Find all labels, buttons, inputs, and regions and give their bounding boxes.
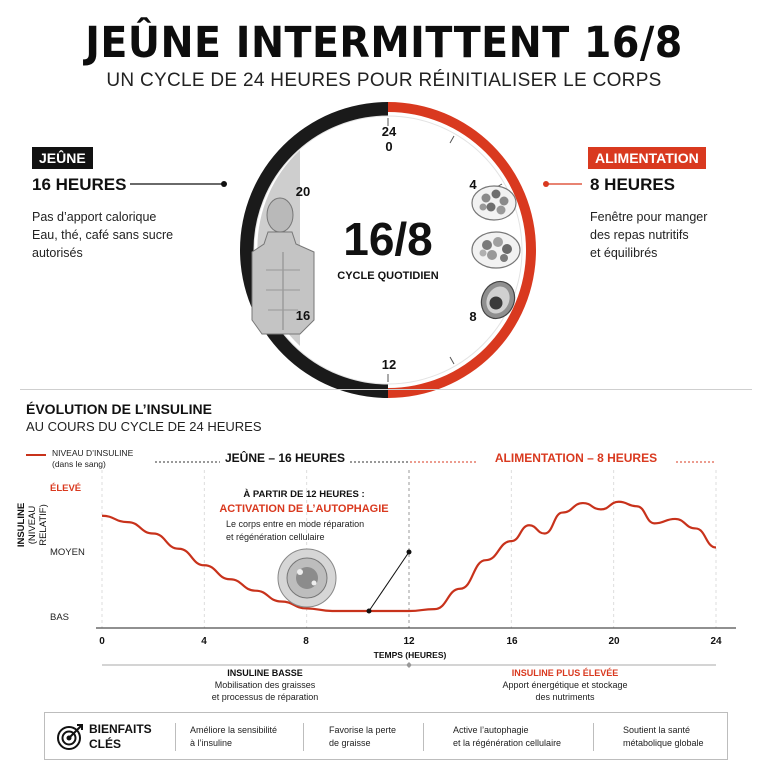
x-tick-8: 8 bbox=[303, 636, 309, 647]
benefits-title bbox=[89, 722, 152, 752]
chart-subtitle: AU COURS DU CYCLE DE 24 HEURES bbox=[26, 419, 262, 434]
x-tick-0: 0 bbox=[99, 636, 105, 647]
x-tick-24: 24 bbox=[710, 636, 722, 647]
clock-center-ratio: 16/8 bbox=[343, 213, 433, 265]
segment-fasting-label: JEÛNE – 16 HEURES bbox=[224, 451, 346, 465]
benefit-1-line-1: Améliore la sensibilité bbox=[190, 725, 278, 735]
high-insulin-line-1: Apport énergétique et stockage bbox=[502, 680, 628, 690]
x-tick-12: 12 bbox=[403, 636, 415, 647]
x-tick-4: 4 bbox=[201, 636, 207, 647]
annotation-heading: À PARTIR DE 12 HEURES : bbox=[243, 489, 365, 500]
clock-label-20: 20 bbox=[295, 184, 311, 199]
fasting-line-3: autorisés bbox=[32, 246, 83, 260]
chart-x-axis-label: TEMPS (HEURES) bbox=[373, 650, 447, 660]
y-tick-high: ÉLEVÉ bbox=[50, 483, 82, 494]
fasting-tag: JEÛNE bbox=[32, 147, 93, 169]
legend-label-line-2: (dans le sang) bbox=[52, 459, 106, 469]
benefit-separator bbox=[423, 723, 424, 751]
annotation-leader-dot-start bbox=[367, 609, 372, 614]
page-subtitle: UN CYCLE DE 24 HEURES POUR RÉINITIALISER LE CORPS bbox=[106, 70, 662, 91]
clock-label-0: 0 bbox=[385, 139, 393, 154]
low-insulin-heading: INSULINE BASSE bbox=[227, 668, 303, 678]
fasting-hours: 16 HEURES bbox=[32, 175, 127, 194]
clock-label-12: 12 bbox=[381, 357, 397, 372]
feeding-tag: ALIMENTATION bbox=[588, 147, 706, 169]
feeding-hours: 8 HEURES bbox=[590, 175, 676, 194]
high-insulin-note bbox=[480, 667, 650, 703]
cell-illustration bbox=[278, 549, 336, 607]
benefit-separator bbox=[175, 723, 176, 751]
clock-label-8: 8 bbox=[469, 309, 477, 324]
benefits-title-line-1: BIENFAITS bbox=[89, 722, 152, 736]
key-benefits-panel bbox=[44, 712, 728, 760]
benefit-3-line-2: et la régénération cellulaire bbox=[453, 738, 562, 748]
target-icon bbox=[57, 724, 83, 750]
clock-label-24: 24 bbox=[381, 124, 397, 139]
high-insulin-heading: INSULINE PLUS ÉLEVÉE bbox=[511, 668, 619, 678]
y-tick-medium: MOYEN bbox=[50, 547, 85, 558]
y-tick-low: BAS bbox=[50, 612, 70, 623]
benefit-3-line-1: Active l’autophagie bbox=[453, 725, 529, 735]
annotation-leader-dot-end bbox=[407, 550, 412, 555]
benefit-2-line-1: Favorise la perte bbox=[329, 725, 397, 735]
legend-label-line-1: NIVEAU D’INSULINE bbox=[52, 448, 134, 458]
segment-feeding-label: ALIMENTATION – 8 HEURES bbox=[494, 451, 658, 465]
feeding-line-1: Fenêtre pour manger bbox=[590, 210, 708, 224]
fasting-line-1: Pas d’apport calorique bbox=[32, 210, 157, 224]
feeding-line-3: et équilibrés bbox=[590, 246, 658, 260]
chart-title: ÉVOLUTION DE L’INSULINE bbox=[26, 401, 212, 417]
benefit-2-line-2: de graisse bbox=[329, 738, 371, 748]
clock-label-4: 4 bbox=[469, 177, 477, 192]
annotation-body-line-2: et régénération cellulaire bbox=[226, 532, 325, 542]
benefit-item-metabolic bbox=[623, 724, 704, 750]
benefit-4-line-1: Soutient la santé bbox=[623, 725, 691, 735]
x-tick-16: 16 bbox=[506, 636, 518, 647]
annotation-body-line-1: Le corps entre en mode réparation bbox=[226, 519, 365, 529]
benefit-separator bbox=[303, 723, 304, 751]
low-insulin-line-2: et processus de réparation bbox=[211, 692, 319, 702]
benefit-item-insulin bbox=[190, 724, 277, 750]
y-axis-label-line-1: INSULINE bbox=[16, 502, 27, 548]
benefit-item-autophagy bbox=[453, 724, 561, 750]
benefit-item-fat-loss bbox=[329, 724, 396, 750]
high-insulin-line-2: des nutriments bbox=[535, 692, 595, 702]
annotation-body bbox=[214, 518, 394, 544]
benefit-separator bbox=[593, 723, 594, 751]
feeding-line-2: des repas nutritifs bbox=[590, 228, 689, 242]
y-axis-label-line-2: (NIVEAU RELATIF) bbox=[27, 504, 49, 546]
benefit-4-line-2: métabolique globale bbox=[623, 738, 704, 748]
annotation-leader bbox=[369, 552, 409, 611]
chart-grid bbox=[96, 470, 736, 628]
x-tick-20: 20 bbox=[608, 636, 620, 647]
low-insulin-note bbox=[180, 667, 350, 703]
benefits-title-line-2: CLÉS bbox=[89, 737, 122, 751]
annotation-highlight: ACTIVATION DE L’AUTOPHAGIE bbox=[219, 503, 389, 515]
page-title: JEÛNE INTERMITTENT 16/8 bbox=[85, 18, 683, 68]
clock-center-caption: CYCLE QUOTIDIEN bbox=[337, 270, 439, 282]
low-insulin-line-1: Mobilisation des graisses bbox=[214, 680, 316, 690]
autophagy-annotation bbox=[214, 489, 394, 544]
clock-label-16: 16 bbox=[295, 308, 311, 323]
benefit-1-line-2: à l’insuline bbox=[190, 738, 233, 748]
fasting-line-2: Eau, thé, café sans sucre bbox=[32, 228, 174, 242]
